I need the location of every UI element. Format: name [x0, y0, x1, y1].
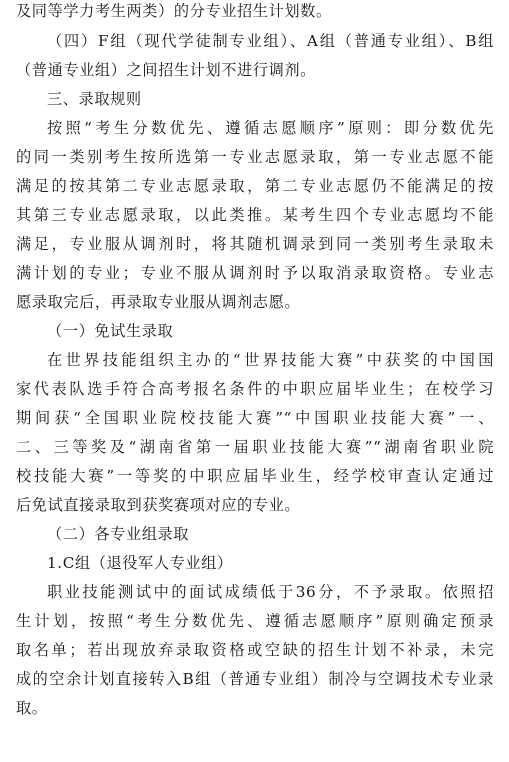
- paragraph-line: 按照“考生分数优先、遵循志愿顺序”原则：即分数优先: [47, 119, 494, 137]
- subsection-heading: （一）免试生录取: [47, 322, 174, 340]
- paragraph-line: 家代表队选手符合高考报名条件的中职应届毕业生；在校学习: [16, 380, 494, 398]
- paragraph-line: 职业技能测试中的面试成绩低于36分，不予录取。依照招: [47, 583, 494, 601]
- paragraph-line: 在世界技能组织主办的“世界技能大赛”中获奖的中国国: [47, 351, 494, 369]
- paragraph-line: 成的空余计划直接转入B组（普通专业组）制冷与空调技术专业录: [16, 670, 494, 688]
- paragraph-line: 取名单；若出现放弃录取资格或空缺的招生计划不补录，未完: [16, 641, 494, 659]
- paragraph-line: 后免试直接录取到获奖赛项对应的专业。: [16, 496, 301, 514]
- section-heading: 三、录取规则: [47, 90, 142, 108]
- paragraph-line: （普通专业组）之间招生计划不进行调剂。: [16, 61, 316, 79]
- item-heading: 1.C组（退役军人专业组）: [47, 554, 233, 572]
- paragraph-line: 满足的按其第二专业志愿录取，第二专业志愿仍不能满足的按: [16, 177, 494, 195]
- paragraph-line: 及同等学力考生两类）的分专业招生计划数。: [16, 2, 332, 20]
- paragraph-line: 期间获“全国职业院校技能大赛”“中国职业技能大赛”一、: [16, 409, 494, 427]
- paragraph-line: 生计划，按照“考生分数优先、遵循志愿顺序”原则确定预录: [16, 612, 494, 630]
- paragraph-line: 二、三等奖及“湖南省第一届职业技能大赛”“湖南省职业院: [16, 438, 494, 456]
- paragraph-line: 的同一类别考生按所选第一专业志愿录取，第一专业志愿不能: [16, 148, 494, 166]
- paragraph-line: 取。: [16, 699, 48, 717]
- paragraph-line: 其第三专业志愿录取，以此类推。某考生四个专业志愿均不能: [16, 206, 494, 224]
- subsection-heading: （二）各专业组录取: [47, 525, 190, 543]
- paragraph-line: 满计划的专业；专业不服从调剂时予以取消录取资格。专业志: [16, 264, 494, 282]
- paragraph-line: （四）F组（现代学徒制专业组）、A组（普通专业组）、B组: [47, 32, 494, 50]
- paragraph-line: 满足，专业服从调剂时，将其随机调录到同一类别考生录取未: [16, 235, 494, 253]
- paragraph-line: 愿录取完后，再录取专业服从调剂志愿。: [16, 293, 301, 311]
- paragraph-line: 校技能大赛”一等奖的中职应届毕业生，经学校审查认定通过: [16, 467, 494, 485]
- document-page: [16, 0, 494, 723]
